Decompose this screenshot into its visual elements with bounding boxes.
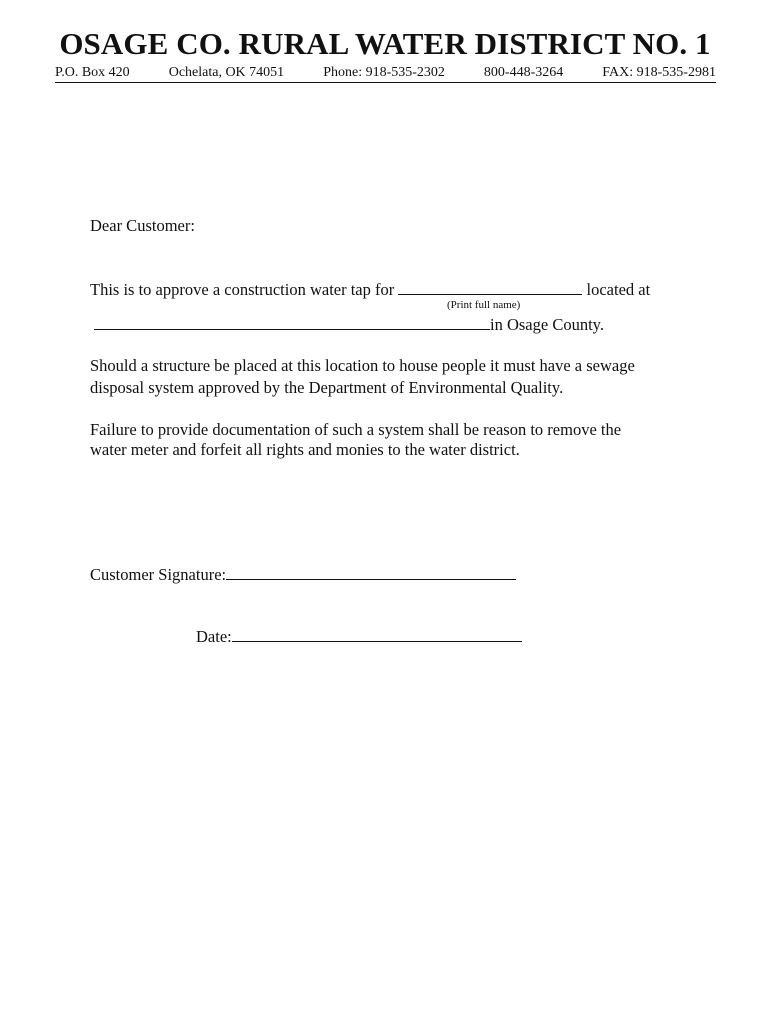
date-label: Date: (196, 627, 232, 646)
customer-signature-field[interactable] (226, 565, 516, 580)
po-box: P.O. Box 420 (55, 65, 130, 80)
date-line (196, 627, 522, 647)
paragraph-2-line-2: disposal system approved by the Department of Environmental Quality. (90, 378, 564, 397)
paragraph-3-line-2: water meter and forfeit all rights and monies to the water district. (90, 440, 520, 459)
location-line (94, 315, 604, 335)
paragraph-3-line-1: Failure to provide documentation of such a system shall be reason to remove the (90, 420, 622, 439)
paragraph-2-line-1: Should a structure be placed at this location to house people it must have a sewage (90, 356, 635, 375)
fax-number: FAX: 918-535-2981 (602, 65, 716, 80)
phone-number: Phone: 918-535-2302 (323, 65, 445, 80)
print-name-hint: (Print full name) (447, 299, 521, 311)
customer-signature-label: Customer Signature: (90, 565, 227, 584)
city-address: Ochelata, OK 74051 (168, 65, 285, 80)
date-field[interactable] (232, 627, 522, 642)
approve-suffix: located at (586, 280, 651, 299)
greeting: Dear Customer: (90, 216, 195, 235)
approve-prefix: This is to approve a construction water tap for (90, 280, 395, 299)
county-suffix: in Osage County. (490, 315, 604, 334)
full-name-field[interactable] (398, 280, 582, 295)
location-field[interactable] (94, 315, 490, 330)
page-title: OSAGE CO. RURAL WATER DISTRICT NO. 1 (59, 26, 711, 61)
tollfree-number: 800-448-3264 (483, 65, 564, 80)
contact-line (55, 65, 716, 83)
approve-line (90, 280, 650, 300)
customer-signature-line (90, 565, 516, 585)
